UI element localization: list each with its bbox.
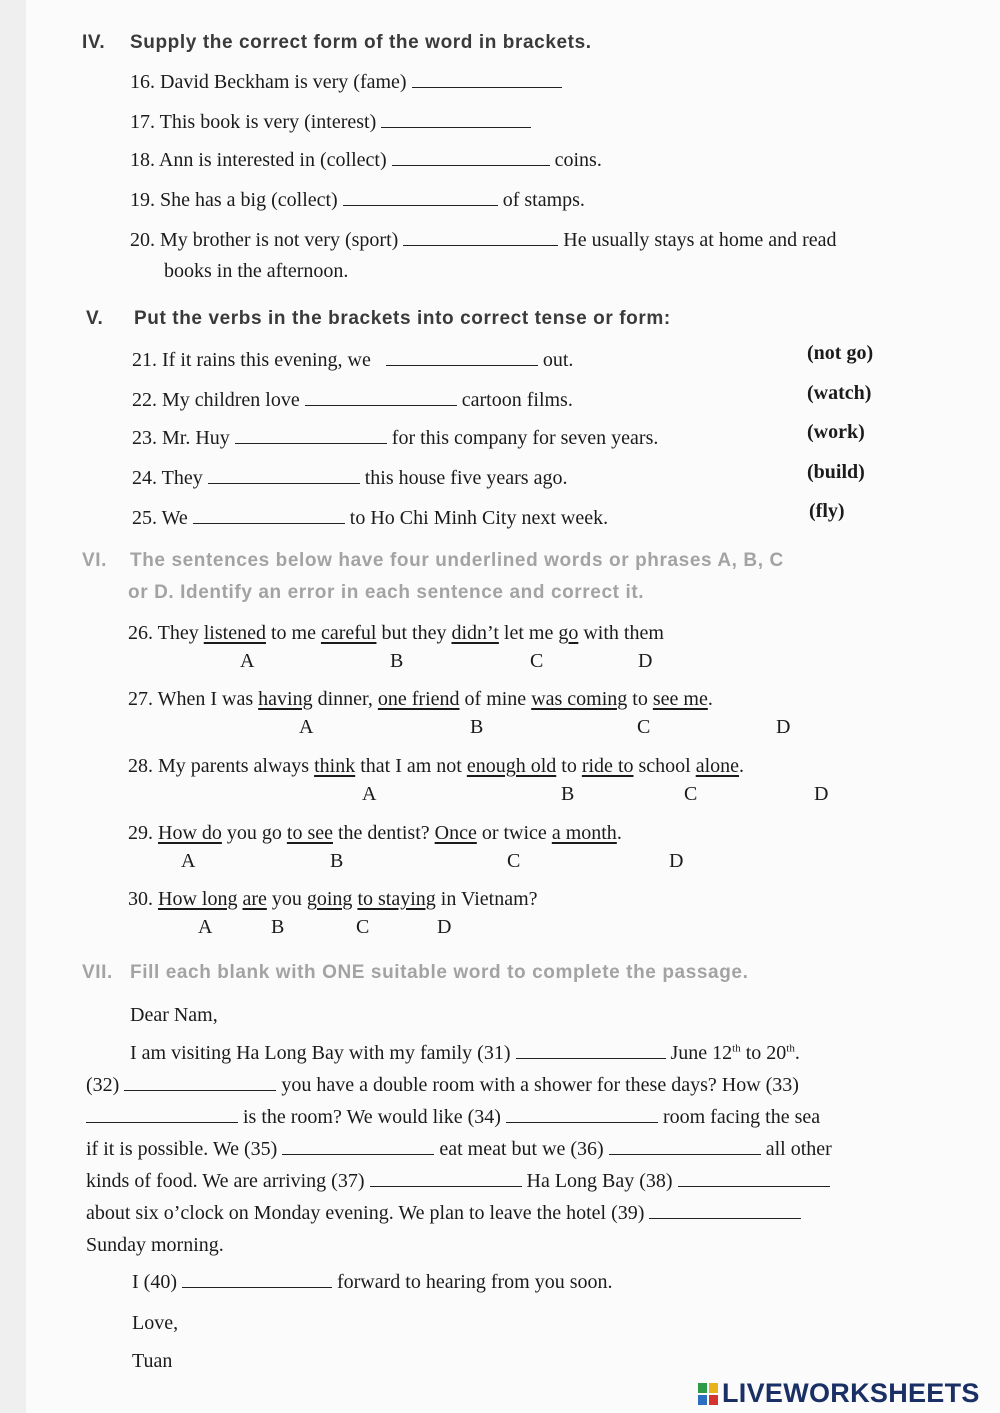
question-30: 30. How long are you going to staying in Vietnam? bbox=[128, 888, 538, 910]
liveworksheets-logo[interactable] bbox=[698, 1378, 980, 1409]
underlined-option-b: to see bbox=[286, 822, 333, 844]
question-18: 18. Ann is interested in (collect) coins. bbox=[130, 149, 602, 171]
underlined-option-b: careful bbox=[320, 622, 377, 644]
liveworksheets-icon bbox=[698, 1383, 718, 1405]
answer-blank-39[interactable] bbox=[649, 1201, 801, 1219]
underlined-option-c: was coming bbox=[531, 688, 628, 710]
underlined-option-b: one friend bbox=[377, 688, 460, 710]
underlined-option-c: Once bbox=[434, 822, 477, 844]
passage-line-1: I am visiting Ha Long Bay with my family (31) June 12th to 20th. bbox=[130, 1042, 800, 1064]
passage-line-2: (32) you have a double room with a shower for these days? How (33) bbox=[86, 1074, 799, 1096]
option-label-29c[interactable]: C bbox=[507, 850, 521, 872]
underlined-option-d: a month bbox=[551, 822, 617, 844]
section-vi-title-line-1: The sentences below have four underlined words or phrases A, B, C bbox=[130, 550, 784, 571]
answer-blank-40[interactable] bbox=[182, 1270, 332, 1288]
verb-hint-21: (not go) bbox=[807, 342, 874, 364]
option-label-26b[interactable]: B bbox=[390, 650, 404, 672]
letter-signature: Tuan bbox=[132, 1350, 173, 1372]
option-label-27d[interactable]: D bbox=[776, 716, 791, 738]
underlined-option-a: How do bbox=[158, 822, 222, 844]
liveworksheets-wordmark: LIVEWORKSHEETS bbox=[722, 1378, 980, 1408]
underlined-option-d: to staying bbox=[357, 888, 436, 910]
underlined-option-d: alone bbox=[695, 755, 740, 777]
underlined-option-b: are bbox=[242, 888, 267, 910]
option-label-28a[interactable]: A bbox=[362, 783, 377, 805]
underlined-option-a: think bbox=[314, 755, 356, 777]
verb-hint-23: (work) bbox=[807, 421, 865, 443]
underlined-option-b: enough old bbox=[466, 755, 557, 777]
option-label-30b[interactable]: B bbox=[271, 916, 285, 938]
passage-line-7: Sunday morning. bbox=[86, 1234, 224, 1256]
question-25: 25. We to Ho Chi Minh City next week. bbox=[132, 507, 609, 529]
passage-line-3: is the room? We would like (34) room facing the sea bbox=[86, 1105, 820, 1129]
answer-blank-18[interactable] bbox=[392, 148, 550, 166]
passage-line-8: I (40) forward to hearing from you soon. bbox=[132, 1271, 613, 1293]
verb-hint-24: (build) bbox=[807, 461, 865, 483]
letter-closing: Love, bbox=[132, 1312, 179, 1334]
option-label-26c[interactable]: C bbox=[530, 650, 544, 672]
option-label-27c[interactable]: C bbox=[637, 716, 651, 738]
answer-blank-19[interactable] bbox=[343, 188, 498, 206]
answer-blank-25[interactable] bbox=[193, 506, 345, 524]
underlined-option-a: How long bbox=[158, 888, 238, 910]
question-20: 20. My brother is not very (sport) He usually stays at home and read bbox=[130, 229, 837, 251]
section-vii-title: Fill each blank with ONE suitable word to complete the passage. bbox=[130, 962, 749, 983]
question-23: 23. Mr. Huy for this company for seven years. bbox=[132, 427, 659, 449]
answer-blank-31[interactable] bbox=[516, 1041, 666, 1059]
option-label-30c[interactable]: C bbox=[356, 916, 370, 938]
option-label-26d[interactable]: D bbox=[638, 650, 653, 672]
underlined-option-d: go bbox=[558, 622, 579, 644]
answer-blank-17[interactable] bbox=[381, 110, 531, 128]
answer-blank-34[interactable] bbox=[506, 1105, 658, 1123]
option-label-29d[interactable]: D bbox=[669, 850, 684, 872]
section-vi-heading: VI. The sentences below have four underlined words or phrases A, B, C bbox=[82, 550, 784, 571]
section-v-heading: V. Put the verbs in the brackets into correct tense or form: bbox=[86, 308, 671, 329]
answer-blank-16[interactable] bbox=[412, 70, 562, 88]
passage-line-6: about six o’clock on Monday evening. We plan to leave the hotel (39) bbox=[86, 1201, 801, 1225]
option-label-27b[interactable]: B bbox=[470, 716, 484, 738]
underlined-option-c: going bbox=[306, 888, 353, 910]
underlined-option-c: didn’t bbox=[451, 622, 499, 644]
underlined-option-c: ride to bbox=[581, 755, 634, 777]
question-28: 28. My parents always think that I am not enough old to ride to school alone. bbox=[128, 755, 745, 777]
question-20-continued: books in the afternoon. bbox=[164, 260, 349, 282]
question-29: 29. How do you go to see the dentist? Once or twice a month. bbox=[128, 822, 622, 844]
question-26: 26. They listened to me careful but they didn’t let me go with them bbox=[128, 622, 664, 644]
passage-line-5: kinds of food. We are arriving (37) Ha Long Bay (38) bbox=[86, 1169, 830, 1193]
section-iv-heading: IV. Supply the correct form of the word in brackets. bbox=[82, 32, 592, 53]
answer-blank-21[interactable] bbox=[386, 348, 538, 366]
answer-blank-38[interactable] bbox=[678, 1169, 830, 1187]
answer-blank-23[interactable] bbox=[235, 426, 387, 444]
option-label-26a[interactable]: A bbox=[240, 650, 255, 672]
option-label-28b[interactable]: B bbox=[561, 783, 575, 805]
answer-blank-22[interactable] bbox=[305, 388, 457, 406]
answer-blank-37[interactable] bbox=[370, 1169, 522, 1187]
section-vi-title-line-2: or D. Identify an error in each sentence and correct it. bbox=[128, 582, 645, 603]
answer-blank-20[interactable] bbox=[403, 228, 558, 246]
section-vii-heading: VII. Fill each blank with ONE suitable word to complete the passage. bbox=[82, 962, 749, 983]
question-27: 27. When I was having dinner, one friend of mine was coming to see me. bbox=[128, 688, 713, 710]
question-17: 17. This book is very (interest) bbox=[130, 110, 531, 134]
underlined-option-a: having bbox=[258, 688, 313, 710]
underlined-option-d: see me bbox=[652, 688, 708, 710]
question-24: 24. They this house five years ago. bbox=[132, 467, 568, 489]
question-21: 21. If it rains this evening, we out. bbox=[132, 349, 574, 371]
option-label-29a[interactable]: A bbox=[181, 850, 196, 872]
verb-hint-25: (fly) bbox=[809, 500, 845, 522]
question-22: 22. My children love cartoon films. bbox=[132, 389, 573, 411]
section-iv-title: Supply the correct form of the word in brackets. bbox=[130, 32, 592, 53]
answer-blank-36[interactable] bbox=[609, 1137, 761, 1155]
letter-greeting: Dear Nam, bbox=[130, 1004, 218, 1026]
option-label-29b[interactable]: B bbox=[330, 850, 344, 872]
passage-line-4: if it is possible. We (35) eat meat but we (36) all other bbox=[86, 1138, 832, 1160]
verb-hint-22: (watch) bbox=[807, 382, 872, 404]
underlined-option-a: listened bbox=[203, 622, 266, 644]
option-label-28c[interactable]: C bbox=[684, 783, 698, 805]
answer-blank-32[interactable] bbox=[124, 1073, 276, 1091]
question-16: 16. David Beckham is very (fame) bbox=[130, 70, 562, 94]
option-label-30a[interactable]: A bbox=[198, 916, 213, 938]
answer-blank-35[interactable] bbox=[282, 1137, 434, 1155]
answer-blank-24[interactable] bbox=[208, 466, 360, 484]
question-19: 19. She has a big (collect) of stamps. bbox=[130, 189, 585, 211]
option-label-30d[interactable]: D bbox=[437, 916, 452, 938]
answer-blank-33[interactable] bbox=[86, 1105, 238, 1123]
option-label-27a[interactable]: A bbox=[299, 716, 314, 738]
option-label-28d[interactable]: D bbox=[814, 783, 829, 805]
section-v-title: Put the verbs in the brackets into correct tense or form: bbox=[134, 308, 671, 329]
page-margin-shadow bbox=[0, 0, 26, 1413]
